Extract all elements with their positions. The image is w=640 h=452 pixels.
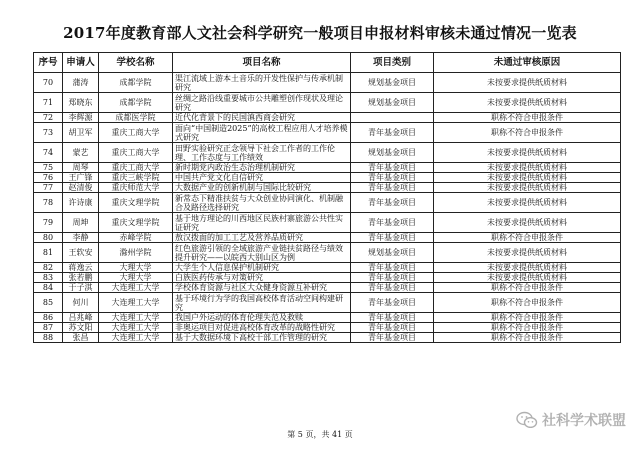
cell-category: 青年基金项目 [351, 313, 434, 323]
cell-category: 青年基金项目 [351, 283, 434, 293]
cell-school: 大理大学 [99, 273, 173, 283]
page-footer: 第 5 页，共 41 页 [287, 430, 353, 439]
cell-no: 80 [34, 233, 63, 243]
table-header-row [34, 53, 621, 73]
cell-reason: 职称不符合申报条件 [434, 313, 621, 323]
table-row [34, 113, 621, 123]
cell-no: 79 [34, 213, 63, 233]
cell-school: 大连理工大学 [99, 323, 173, 333]
table-row [34, 233, 621, 243]
cell-reason: 未按要求提供纸质材料 [434, 243, 621, 263]
cell-reason: 职称不符合申报条件 [434, 113, 621, 123]
cell-applicant: 张昌 [63, 333, 99, 343]
cell-project: 基于地方理论的川西地区民族村寨旅游公共性实证研究 [173, 213, 351, 233]
cell-school: 大连理工大学 [99, 313, 173, 323]
col-header-category: 项目类别 [351, 53, 434, 73]
cell-reason: 职称不符合申报条件 [434, 293, 621, 313]
cell-school: 重庆文理学院 [99, 213, 173, 233]
watermark-text: 社科学术联盟 [542, 413, 626, 429]
cell-project: 大数据产业的创新机制与国际比较研究 [173, 183, 351, 193]
cell-project: 田野实验研究正念领导下社会工作者的工作伦理、工作态度与工作绩效 [173, 143, 351, 163]
cell-school: 赤峰学院 [99, 233, 173, 243]
cell-applicant: 王软安 [63, 243, 99, 263]
cell-project: 敖汉拨面的加工工艺及营养品质研究 [173, 233, 351, 243]
cell-category: 青年基金项目 [351, 213, 434, 233]
table-row [34, 143, 621, 163]
cell-project: 白族医药传承与对策研究 [173, 273, 351, 283]
cell-applicant: 郑晓东 [63, 93, 99, 113]
col-header-applicant: 申请人 [63, 53, 99, 73]
cell-reason: 未按要求提供纸质材料 [434, 93, 621, 113]
cell-school: 成都学院 [99, 93, 173, 113]
cell-no: 77 [34, 183, 63, 193]
cell-reason: 未按要求提供纸质材料 [434, 213, 621, 233]
cell-applicant: 周坤 [63, 213, 99, 233]
table-row [34, 293, 621, 313]
cell-applicant: 苏文阳 [63, 323, 99, 333]
cell-category: 青年基金项目 [351, 123, 434, 143]
cell-project: 渠江流域上游本土音乐的开发性保护与传承机制研究 [173, 73, 351, 93]
cell-no: 85 [34, 293, 63, 313]
cell-reason: 职称不符合申报条件 [434, 233, 621, 243]
cell-applicant: 李静 [63, 233, 99, 243]
table-row [34, 193, 621, 213]
cell-applicant: 许诗康 [63, 193, 99, 213]
cell-category: 青年基金项目 [351, 263, 434, 273]
cell-category: 青年基金项目 [351, 293, 434, 313]
cell-reason: 未按要求提供纸质材料 [434, 263, 621, 273]
table-row [34, 323, 621, 333]
cell-project: 基于环境行为学的我国高校体育活动空间构建研究 [173, 293, 351, 313]
cell-no: 72 [34, 113, 63, 123]
cell-no: 86 [34, 313, 63, 323]
cell-category [351, 113, 434, 123]
cell-no: 71 [34, 93, 63, 113]
cell-reason: 未按要求提供纸质材料 [434, 163, 621, 173]
cell-no: 82 [34, 263, 63, 273]
cell-applicant: 蒲涛 [63, 73, 99, 93]
table-row [34, 73, 621, 93]
cell-project: 近代化背景下的民国滇西商会研究 [173, 113, 351, 123]
cell-school: 重庆工商大学 [99, 123, 173, 143]
table-row [34, 283, 621, 293]
col-header-school: 学校名称 [99, 53, 173, 73]
cell-project: 新时期党内政治生态治理机制研究 [173, 163, 351, 173]
cell-reason: 未按要求提供纸质材料 [434, 143, 621, 163]
cell-applicant: 张若鹏 [63, 273, 99, 283]
cell-school: 重庆工商大学 [99, 163, 173, 173]
table-row [34, 243, 621, 263]
cell-reason: 未按要求提供纸质材料 [434, 273, 621, 283]
cell-project: 中国共产党文化自信研究 [173, 173, 351, 183]
table-row [34, 273, 621, 283]
table-row [34, 313, 621, 323]
cell-category: 规划基金项目 [351, 143, 434, 163]
cell-category: 青年基金项目 [351, 193, 434, 213]
cell-no: 76 [34, 173, 63, 183]
col-header-no: 序号 [34, 53, 63, 73]
cell-no: 88 [34, 333, 63, 343]
table-row [34, 333, 621, 343]
cell-reason: 职称不符合申报条件 [434, 323, 621, 333]
review-table [33, 52, 621, 343]
cell-reason: 未按要求提供纸质材料 [434, 183, 621, 193]
cell-school: 大连理工大学 [99, 333, 173, 343]
cell-applicant: 胡卫军 [63, 123, 99, 143]
table-row [34, 163, 621, 173]
cell-category: 规划基金项目 [351, 243, 434, 263]
table-row [34, 213, 621, 233]
cell-applicant: 李辉源 [63, 113, 99, 123]
cell-school: 重庆师范大学 [99, 183, 173, 193]
cell-category: 青年基金项目 [351, 173, 434, 183]
cell-applicant: 王广锋 [63, 173, 99, 183]
cell-school: 成都学院 [99, 73, 173, 93]
cell-category: 青年基金项目 [351, 163, 434, 173]
cell-category: 青年基金项目 [351, 183, 434, 193]
cell-reason: 未按要求提供纸质材料 [434, 173, 621, 183]
cell-category: 规划基金项目 [351, 73, 434, 93]
cell-no: 84 [34, 283, 63, 293]
cell-school: 成都医学院 [99, 113, 173, 123]
page-title: 2017年度教育部人文社会科学研究一般项目申报材料审核未通过情况一览表 [63, 24, 577, 42]
cell-no: 75 [34, 163, 63, 173]
cell-school: 滁州学院 [99, 243, 173, 263]
cell-applicant: 何川 [63, 293, 99, 313]
cell-applicant: 蒙艺 [63, 143, 99, 163]
cell-category: 规划基金项目 [351, 93, 434, 113]
cell-applicant: 周琴 [63, 163, 99, 173]
table-row [34, 183, 621, 193]
cell-no: 74 [34, 143, 63, 163]
cell-reason: 职称不符合申报条件 [434, 333, 621, 343]
cell-project: 我国户外运动的体育伦理失范及救赎 [173, 313, 351, 323]
cell-applicant: 蒋逸云 [63, 263, 99, 273]
col-header-reason: 未通过审核原因 [434, 53, 621, 73]
cell-applicant: 于子淇 [63, 283, 99, 293]
cell-project: 面向“中国制造2025”的高校工程应用人才培养模式研究 [173, 123, 351, 143]
wechat-logo-icon [516, 411, 538, 429]
cell-school: 大连理工大学 [99, 293, 173, 313]
cell-school: 大理大学 [99, 263, 173, 273]
cell-no: 83 [34, 273, 63, 283]
cell-school: 重庆文理学院 [99, 193, 173, 213]
cell-category: 青年基金项目 [351, 233, 434, 243]
cell-school: 重庆三峡学院 [99, 173, 173, 183]
cell-project: 红色旅游引领的全域旅游产业链扶贫路径与绩效提升研究——以皖西大别山区为例 [173, 243, 351, 263]
cell-no: 73 [34, 123, 63, 143]
cell-no: 87 [34, 323, 63, 333]
cell-project: 新常态下精准扶贫与大众创业协同演化、机制融合及路径选择研究 [173, 193, 351, 213]
cell-category: 青年基金项目 [351, 323, 434, 333]
cell-project: 丝绸之路沿线重要城市公共雕塑创作现状及理论研究 [173, 93, 351, 113]
cell-reason: 未按要求提供纸质材料 [434, 193, 621, 213]
table-row [34, 123, 621, 143]
table-row [34, 263, 621, 273]
table-row [34, 93, 621, 113]
cell-school: 大连理工大学 [99, 283, 173, 293]
cell-applicant: 吕兆峰 [63, 313, 99, 323]
watermark [516, 410, 626, 430]
table-row [34, 173, 621, 183]
cell-school: 重庆工商大学 [99, 143, 173, 163]
cell-project: 学校体育资源与社区大众健身资源互补研究 [173, 283, 351, 293]
cell-project: 非奥运项目对促进高校体育改革的战略性研究 [173, 323, 351, 333]
cell-category: 青年基金项目 [351, 333, 434, 343]
cell-no: 78 [34, 193, 63, 213]
cell-reason: 职称不符合申报条件 [434, 283, 621, 293]
cell-no: 81 [34, 243, 63, 263]
cell-no: 70 [34, 73, 63, 93]
cell-reason: 职称不符合申报条件 [434, 123, 621, 143]
col-header-project: 项目名称 [173, 53, 351, 73]
cell-reason: 未按要求提供纸质材料 [434, 73, 621, 93]
cell-project: 基于大数据环境下高校干部工作管理的研究 [173, 333, 351, 343]
cell-category: 青年基金项目 [351, 273, 434, 283]
cell-project: 大学生个人信息保护机制研究 [173, 263, 351, 273]
cell-applicant: 赵清俊 [63, 183, 99, 193]
